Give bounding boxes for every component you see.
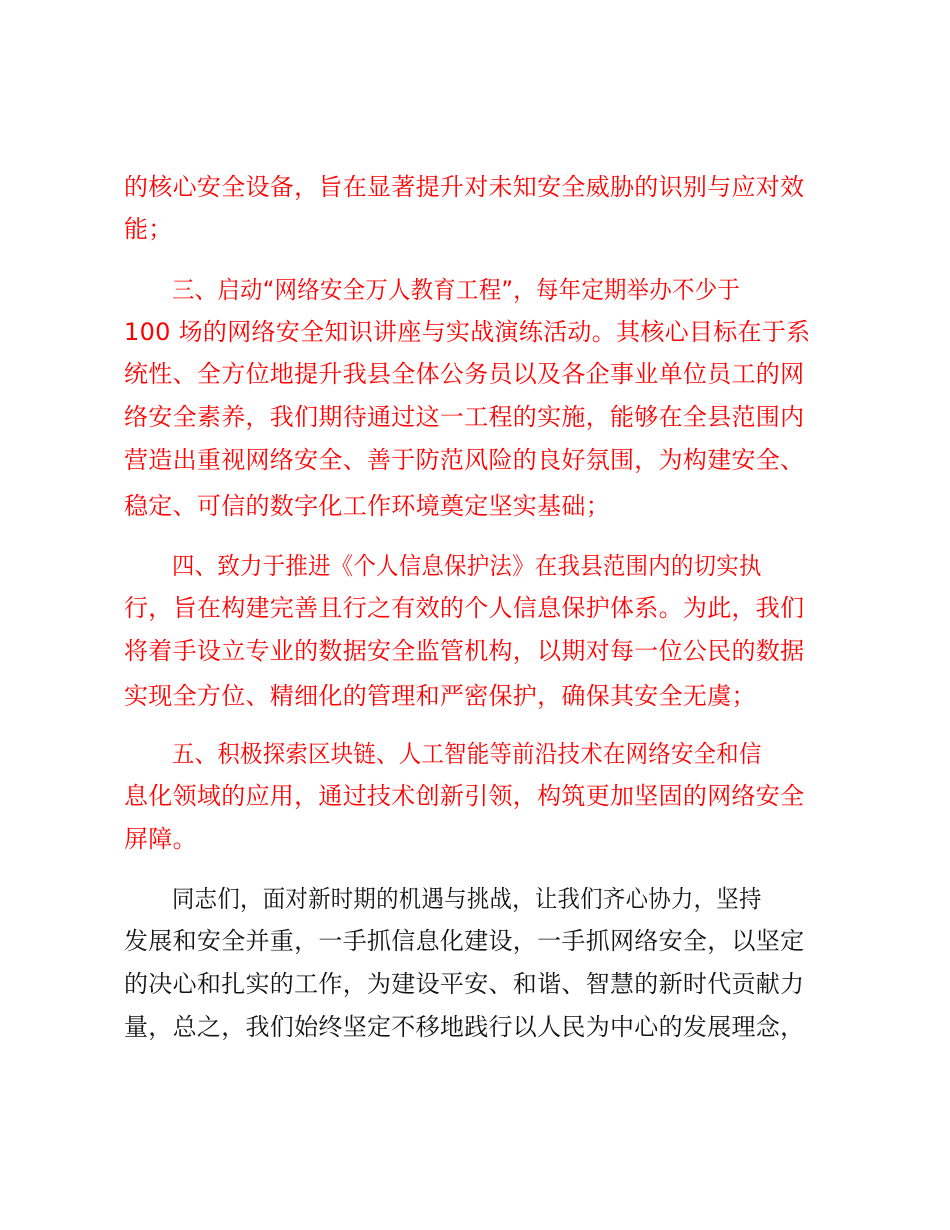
text-line: 实现全方位、精细化的管理和严密保护，确保其安全无虞； xyxy=(124,682,756,710)
text-line: 络安全素养，我们期待通过这一工程的实施，能够在全县范围内 xyxy=(124,403,805,431)
text-line: 量，总之，我们始终坚定不移地践行以人民为中心的发展理念， xyxy=(124,1013,805,1041)
text-line: 同志们，面对新时期的机遇与挑战，让我们齐心协力，坚持 xyxy=(172,885,762,913)
text-line: 能； xyxy=(124,215,173,243)
text-line: 的决心和扎实的工作，为建设平安、和谐、智慧的新时代贡献力 xyxy=(124,970,805,998)
text-line: 发展和安全并重，一手抓信息化建设，一手抓网络安全，以坚定 xyxy=(124,927,805,955)
text-line: 将着手设立专业的数据安全监管机构，以期对每一位公民的数据 xyxy=(124,637,805,665)
text-line: 100 场的网络安全知识讲座与实战演练活动。其核心目标在于系 xyxy=(124,318,811,346)
text-line: 五、积极探索区块链、人工智能等前沿技术在网络安全和信 xyxy=(172,740,762,768)
text-line: 稳定、可信的数字化工作环境奠定坚实基础； xyxy=(124,492,610,520)
text-line: 统性、全方位地提升我县全体公务员以及各企事业单位员工的网 xyxy=(124,360,805,388)
text-line: 三、启动“网络安全万人教育工程”，每年定期举办不少于 xyxy=(172,276,741,304)
text-line: 的核心安全设备，旨在显著提升对未知安全威胁的识别与应对效 xyxy=(124,173,805,201)
text-line: 屏障。 xyxy=(124,825,197,853)
text-line: 息化领域的应用，通过技术创新引领，构筑更加坚固的网络安全 xyxy=(124,782,805,810)
text-line: 四、致力于推进《个人信息保护法》在我县范围内的切实执 xyxy=(172,552,762,580)
text-line: 行，旨在构建完善且行之有效的个人信息保护体系。为此，我们 xyxy=(124,594,805,622)
text-line: 营造出重视网络安全、善于防范风险的良好氛围，为构建安全、 xyxy=(124,446,805,474)
